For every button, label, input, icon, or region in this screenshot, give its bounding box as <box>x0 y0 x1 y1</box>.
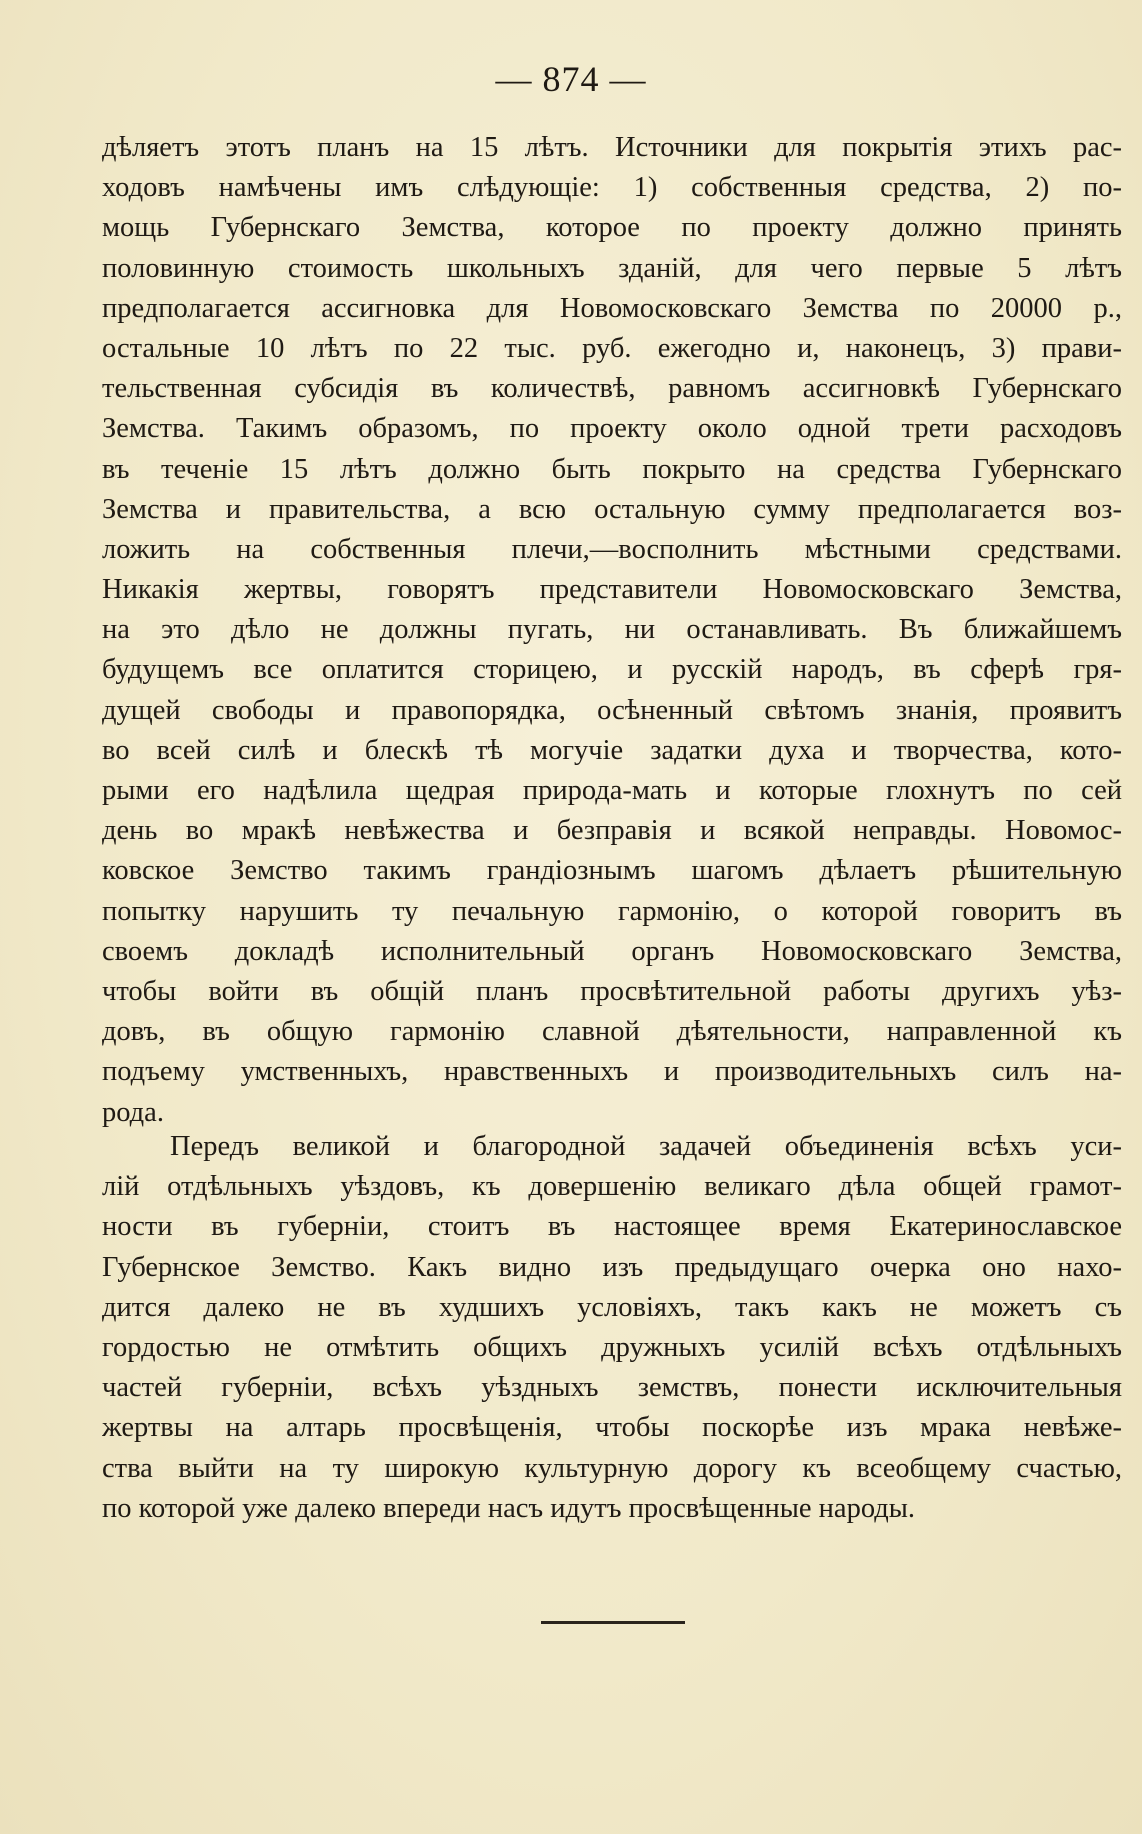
text-line: ложить на собственныя плечи,—восполнить мѣстными средствами. <box>102 533 1122 565</box>
text-line: подъему умственныхъ, нравственныхъ и производительныхъ силъ на- <box>102 1056 1122 1088</box>
text-line: лій отдѣльныхъ уѣздовъ, къ довершенію великаго дѣла общей грамот- <box>102 1171 1122 1203</box>
text-line: дущей свободы и правопорядка, осѣненный свѣтомъ знанія, проявитъ <box>102 694 1122 726</box>
text-line: рыми его надѣлила щедрая природа-мать и которые глохнутъ по сей <box>102 775 1122 806</box>
page-number: — 874 — <box>495 59 647 99</box>
text-line: ности въ губерніи, стоитъ въ настоящее время Екатеринославское <box>102 1211 1122 1243</box>
text-line: по которой уже далеко впереди насъ идутъ просвѣщенные народы. <box>102 1492 916 1524</box>
text-line: Никакія жертвы, говорятъ представители Новомосковскаго Земства, <box>102 574 1122 606</box>
text-line: довъ, въ общую гармонію славной дѣятельности, направленной къ <box>102 1016 1122 1048</box>
text-line: половинную стоимость школьныхъ зданій, для чего первые 5 лѣтъ <box>102 252 1122 284</box>
text-line: попытку нарушить ту печальную гармонію, о которой говоритъ въ <box>102 895 1122 927</box>
text-line: Губернское Земство. Какъ видно изъ предыдущаго очерка оно нахо- <box>102 1251 1122 1283</box>
text-line: остальные 10 лѣтъ по 22 тыс. руб. ежегодно и, наконецъ, 3) прави- <box>102 332 1122 364</box>
section-divider <box>541 1621 685 1624</box>
text-line: ходовъ намѣчены имъ слѣдующіе: 1) собственныя средства, 2) по- <box>102 172 1122 204</box>
paragraph-2 <box>102 1127 1122 1529</box>
text-line: день во мракѣ невѣжества и безправія и всякой неправды. Новомос- <box>102 815 1122 847</box>
text-line: Земства и правительства, а всю остальную сумму предполагается воз- <box>102 493 1122 525</box>
text-line: мощь Губернскаго Земства, которое по проекту должно принять <box>102 212 1122 244</box>
text-line: тельственная субсидія въ количествѣ, равномъ ассигновкѣ Губернскаго <box>102 373 1122 405</box>
text-line: чтобы войти въ общій планъ просвѣтительной работы другихъ уѣз- <box>102 975 1122 1007</box>
text-line: въ теченіе 15 лѣтъ должно быть покрыто на средства Губернскаго <box>102 453 1122 485</box>
text-line: жертвы на алтарь просвѣщенія, чтобы поскорѣе изъ мрака невѣже- <box>102 1412 1122 1444</box>
text-line: дится далеко не въ худшихъ условіяхъ, такъ какъ не можетъ съ <box>102 1291 1122 1323</box>
text-line: предполагается ассигновка для Новомосковскаго Земства по 20000 р., <box>102 292 1122 324</box>
text-line: Земства. Такимъ образомъ, по проекту около одной трети расходовъ <box>102 413 1122 445</box>
text-line: Передъ великой и благородной задачей объединенія всѣхъ уси- <box>170 1131 1122 1162</box>
text-line: частей губерніи, всѣхъ уѣздныхъ земствъ, понести исключительныя <box>102 1372 1122 1404</box>
text-line: на это дѣло не должны пугать, ни останавливать. Въ ближайшемъ <box>102 614 1122 646</box>
text-line: во всей силѣ и блескѣ тѣ могучіе задатки духа и творчества, кото- <box>102 734 1122 766</box>
text-line: своемъ докладѣ исполнительный органъ Новомосковскаго Земства, <box>102 935 1122 967</box>
text-line: рода. <box>102 1096 164 1128</box>
text-line: ковское Земство такимъ грандіознымъ шагомъ дѣлаетъ рѣшительную <box>102 855 1122 887</box>
text-line: дѣляетъ этотъ планъ на 15 лѣтъ. Источники для покрытія этихъ рас- <box>102 132 1122 163</box>
text-line: гордостью не отмѣтить общихъ дружныхъ усилій всѣхъ отдѣльныхъ <box>102 1331 1122 1363</box>
text-line: ства выйти на ту широкую культурную дорогу къ всеобщему счастью, <box>102 1452 1122 1484</box>
text-line: будущемъ все оплатится сторицею, и русскій народъ, въ сферѣ гря- <box>102 654 1122 686</box>
paragraph-1 <box>102 128 1122 1133</box>
